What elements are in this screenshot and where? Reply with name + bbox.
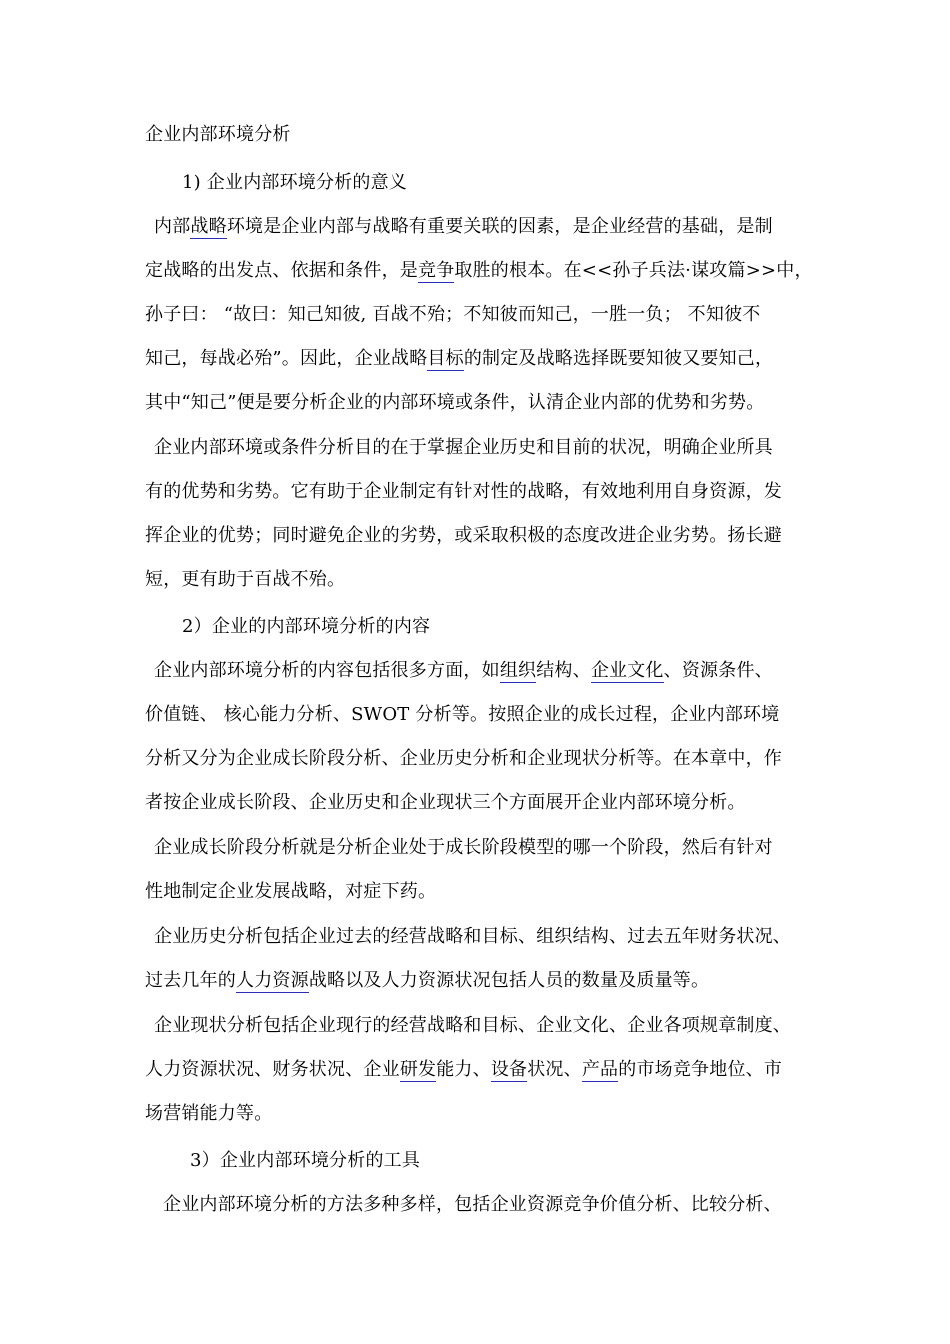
link-competition[interactable]: 竞争 bbox=[418, 260, 455, 281]
paragraph-line: 企业成长阶段分析就是分析企业处于成长阶段模型的哪一个阶段，然后有针对 bbox=[154, 837, 773, 858]
paragraph-line: 其中“知己”便是要分析企业的内部环境或条件，认清企业内部的优势和劣势。 bbox=[145, 392, 765, 413]
link-research-development[interactable]: 研发 bbox=[399, 1059, 437, 1080]
paragraph-line: 价值链、 核心能力分析、SWOT 分析等。按照企业的成长过程，企业内部环境 bbox=[145, 704, 780, 725]
link-strategy[interactable]: 战略 bbox=[190, 216, 227, 237]
text-run: 的市场竞争地位、市 bbox=[618, 1059, 783, 1080]
paragraph-line: 性地制定企业发展战略，对症下药。 bbox=[145, 881, 437, 902]
link-product[interactable]: 产品 bbox=[581, 1059, 619, 1080]
text-run: 取胜的根本。在<<孙子兵法·谋攻篇>>中， bbox=[454, 260, 813, 281]
paragraph-line: 场营销能力等。 bbox=[145, 1103, 273, 1124]
paragraph-line: 企业历史分析包括企业过去的经营战略和目标、组织结构、过去五年财务状况、 bbox=[154, 926, 791, 947]
text-run: 状况、 bbox=[527, 1059, 582, 1080]
paragraph-line: 者按企业成长阶段、企业历史和企业现状三个方面展开企业内部环境分析。 bbox=[145, 792, 746, 813]
text-run: 结构、 bbox=[536, 660, 591, 681]
paragraph-line: 挥企业的优势；同时避免企业的劣势，或采取积极的态度改进企业劣势。扬长避 bbox=[145, 525, 782, 546]
text-run: 内部 bbox=[154, 216, 191, 237]
text-run: 人力资源状况、财务状况、企业 bbox=[145, 1059, 400, 1080]
text-run: 战略以及人力资源状况包括人员的数量及质量等。 bbox=[308, 970, 710, 991]
paragraph-line: 企业现状分析包括企业现行的经营战略和目标、企业文化、企业各项规章制度、 bbox=[154, 1015, 791, 1036]
paragraph-line: 有的优势和劣势。它有助于企业制定有针对性的战略，有效地利用自身资源，发 bbox=[145, 481, 782, 502]
paragraph-line: 企业内部环境或条件分析目的在于掌握企业历史和目前的状况，明确企业所具 bbox=[154, 437, 773, 458]
paragraph-line bbox=[145, 968, 815, 994]
link-goal[interactable]: 目标 bbox=[427, 348, 464, 369]
text-run: 、资源条件、 bbox=[663, 660, 773, 681]
text-run: 定战略的出发点、依据和条件，是 bbox=[145, 260, 418, 281]
paragraph-line bbox=[145, 258, 815, 284]
text-run: 企业内部环境分析的内容包括很多方面，如 bbox=[154, 660, 500, 681]
text-run: 过去几年的 bbox=[145, 970, 236, 991]
section-heading-2: 2）企业的内部环境分析的内容 bbox=[182, 616, 431, 637]
text-run: 能力、 bbox=[436, 1059, 491, 1080]
paragraph-line: 短，更有助于百战不殆。 bbox=[145, 569, 346, 590]
paragraph-line: 企业内部环境分析的方法多种多样，包括企业资源竞争价值分析、比较分析、 bbox=[163, 1194, 782, 1215]
link-organization[interactable]: 组织 bbox=[499, 660, 537, 681]
paragraph-line bbox=[145, 346, 815, 372]
section-heading-1: 1) 企业内部环境分析的意义 bbox=[182, 172, 407, 193]
paragraph-line bbox=[154, 658, 824, 684]
document-title: 企业内部环境分析 bbox=[145, 124, 291, 145]
paragraph-line: 分析又分为企业成长阶段分析、企业历史分析和企业现状分析等。在本章中，作 bbox=[145, 748, 782, 769]
paragraph-line: 孙子曰： “故曰：知己知彼, 百战不殆；不知彼而知己，一胜一负； 不知彼不 bbox=[145, 304, 761, 325]
link-human-resources[interactable]: 人力资源 bbox=[236, 970, 309, 991]
section-heading-3: 3）企业内部环境分析的工具 bbox=[190, 1150, 421, 1171]
link-corporate-culture[interactable]: 企业文化 bbox=[590, 660, 664, 681]
text-run: 知己，每战必殆”。因此，企业战略 bbox=[145, 348, 428, 369]
text-run: 环境是企业内部与战略有重要关联的因素，是企业经营的基础，是制 bbox=[226, 216, 773, 237]
link-equipment[interactable]: 设备 bbox=[490, 1059, 528, 1080]
paragraph-line bbox=[145, 1057, 815, 1083]
paragraph-line bbox=[154, 214, 824, 240]
text-run: 的制定及战略选择既要知彼又要知己， bbox=[463, 348, 774, 369]
